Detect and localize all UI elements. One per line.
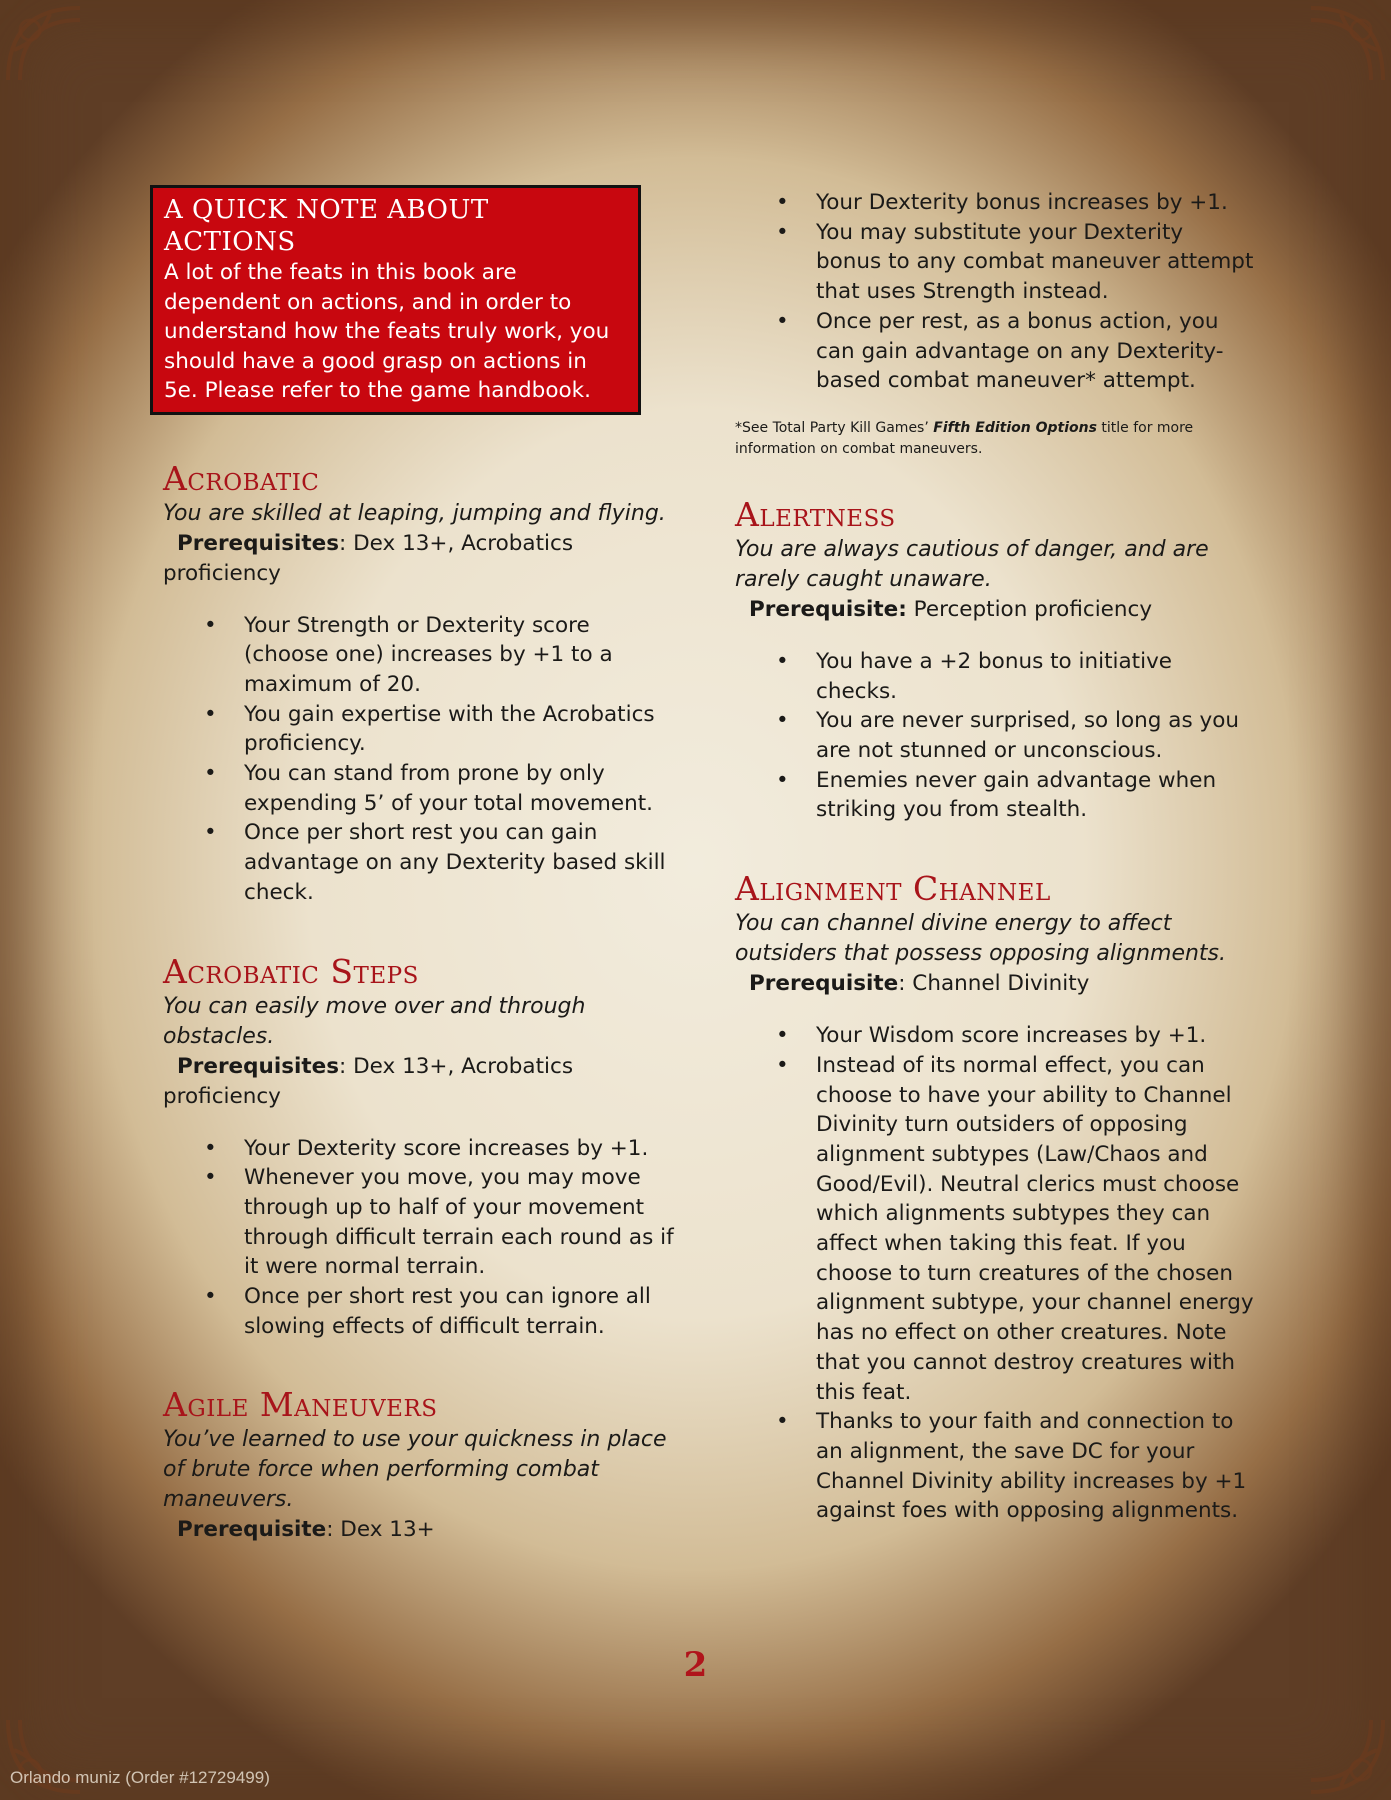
feat-flavor: You are always cautious of danger, and are rarely caught unaware. bbox=[735, 536, 1209, 592]
list-item: • Your Dexterity score increases by +1. bbox=[244, 1134, 678, 1164]
quick-note-body: A lot of the feats in this book are dependent on actions, and in order to understand how the feats truly work, you should have a good grasp on actions in 5e. Please refer to the game handbook. bbox=[164, 260, 610, 403]
feat-prerequisite bbox=[735, 595, 1255, 625]
feat-prerequisite bbox=[163, 529, 678, 589]
list-item: • Once per rest, as a bonus action, you can gain advantage on any Dexterity-based combat maneuver* attempt. bbox=[816, 307, 1255, 396]
list-item: • Enemies never gain advantage when striking you from stealth. bbox=[816, 766, 1255, 825]
celtic-knot-corner-icon bbox=[0, 0, 90, 90]
list-item: • You gain expertise with the Acrobatics proficiency. bbox=[244, 700, 678, 759]
prereq-label: Prerequisite bbox=[749, 971, 899, 997]
prereq-text: : Dex 13+, Acrobatics proficiency bbox=[163, 1053, 574, 1109]
feat-title: Acrobatic Steps bbox=[163, 951, 419, 991]
feat-bullets bbox=[163, 1134, 678, 1342]
list-item: • You may substitute your Dexterity bonus to any combat maneuver attempt that uses Strength instead. bbox=[816, 218, 1255, 307]
footnote-book-title: Fifth Edition Options bbox=[933, 419, 1097, 436]
list-item: • Instead of its normal effect, you can choose to have your ability to Channel Divinity turn outsiders of opposing alignment subtypes (Law/Chaos and Good/Evil). Neutral clerics must choose which alignments subtypes they can affect when taking this feat. If you choose to turn creatures of the chosen alignment subtype, your channel energy has no effect on other creatures. Note that you cannot destroy creatures with this feat. bbox=[816, 1051, 1255, 1407]
agile-maneuvers-bullets bbox=[735, 188, 1255, 396]
prereq-text: : Dex 13+ bbox=[326, 1517, 435, 1543]
feat-alertness bbox=[735, 495, 1255, 825]
feat-title: Alertness bbox=[735, 494, 896, 534]
list-item: • Once per short rest you can ignore all slowing effects of difficult terrain. bbox=[244, 1282, 678, 1341]
footnote-pre: *See Total Party Kill Games’ bbox=[735, 419, 934, 436]
prereq-label: Prerequisite bbox=[177, 1517, 327, 1543]
feat-bullets bbox=[163, 611, 678, 908]
quick-note-box bbox=[150, 185, 641, 415]
celtic-knot-corner-icon bbox=[1301, 1710, 1391, 1800]
list-item: • Your Dexterity bonus increases by +1. bbox=[816, 188, 1255, 218]
quick-note-title: A QUICK NOTE ABOUT ACTIONS bbox=[164, 195, 489, 257]
list-item: • Your Strength or Dexterity score (choose one) increases by +1 to a maximum of 20. bbox=[244, 611, 678, 700]
feat-title: Alignment Channel bbox=[735, 869, 1051, 909]
feat-bullets bbox=[735, 647, 1255, 825]
feat-acrobatic bbox=[163, 459, 678, 908]
feat-prerequisite bbox=[163, 1515, 678, 1545]
feat-bullets bbox=[735, 1021, 1255, 1526]
page-number: 2 bbox=[683, 1645, 708, 1685]
list-item: • You can stand from prone by only expending 5’ of your total movement. bbox=[244, 759, 678, 818]
right-column bbox=[735, 188, 1255, 1526]
feat-flavor: You’ve learned to use your quickness in place of brute force when performing combat maneuvers. bbox=[163, 1427, 667, 1513]
list-item: • You have a +2 bonus to initiative checks. bbox=[816, 647, 1255, 706]
prereq-label: Prerequisites bbox=[177, 1053, 340, 1079]
left-column bbox=[163, 185, 678, 1545]
list-item: • Whenever you move, you may move through up to half of your movement through difficult terrain each round as if it were normal terrain. bbox=[244, 1163, 678, 1282]
prereq-label: Prerequisites bbox=[177, 530, 340, 556]
list-item: • You are never surprised, so long as you are not stunned or unconscious. bbox=[816, 706, 1255, 765]
feat-flavor: You are skilled at leaping, jumping and flying. bbox=[163, 500, 666, 526]
list-item: • Once per short rest you can gain advantage on any Dexterity based skill check. bbox=[244, 818, 678, 907]
list-item: • Thanks to your faith and connection to an alignment, the save DC for your Channel Divinity ability increases by +1 against foes with opposing alignments. bbox=[816, 1407, 1255, 1526]
footnote-post: title for more information on combat maneuvers. bbox=[735, 419, 1194, 458]
feat-prerequisite bbox=[735, 969, 1255, 999]
feat-title: Agile Maneuvers bbox=[163, 1385, 438, 1425]
feat-flavor: You can easily move over and through obstacles. bbox=[163, 993, 586, 1049]
prereq-text: Perception proficiency bbox=[906, 596, 1153, 622]
feat-prerequisite bbox=[163, 1052, 678, 1112]
feat-agile-maneuvers bbox=[163, 1385, 678, 1545]
celtic-knot-corner-icon bbox=[1301, 0, 1391, 90]
feat-acrobatic-steps bbox=[163, 952, 678, 1342]
footnote bbox=[735, 418, 1255, 461]
feat-title: Acrobatic bbox=[163, 458, 320, 498]
prereq-label: Prerequisite: bbox=[749, 596, 907, 622]
feat-flavor: You can channel divine energy to affect outsiders that possess opposing alignments. bbox=[735, 911, 1227, 967]
order-watermark: Orlando muniz (Order #12729499) bbox=[10, 1768, 270, 1787]
list-item: • Your Wisdom score increases by +1. bbox=[816, 1021, 1255, 1051]
feat-alignment-channel bbox=[735, 869, 1255, 1526]
prereq-text: : Dex 13+, Acrobatics proficiency bbox=[163, 530, 574, 586]
prereq-text: : Channel Divinity bbox=[898, 971, 1090, 997]
